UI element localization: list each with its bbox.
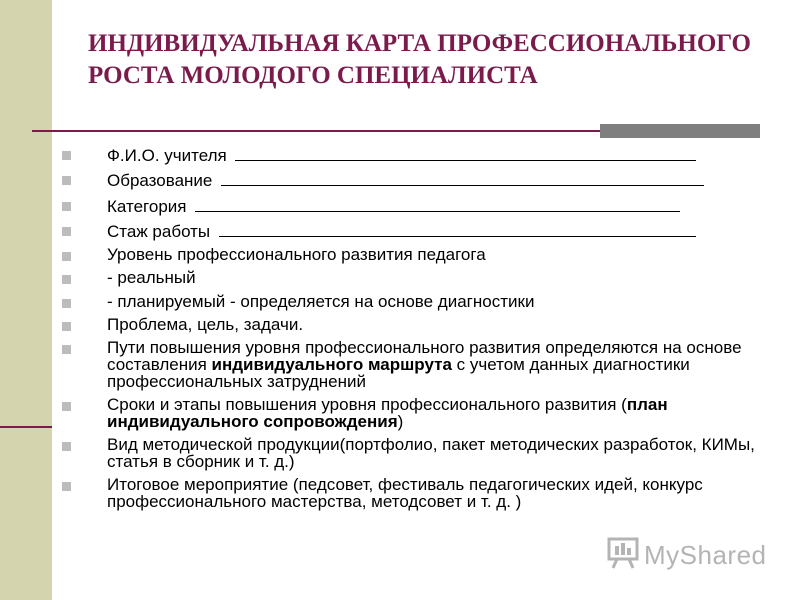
bullet-marker-icon xyxy=(62,299,71,308)
item-label: Категория xyxy=(107,196,187,216)
fill-in-line xyxy=(221,171,704,186)
fill-in-line xyxy=(235,146,696,161)
presentation-board-icon xyxy=(606,536,640,570)
bullet-marker-icon xyxy=(62,442,71,451)
bullet-marker-icon xyxy=(62,227,71,236)
item-label: Ф.И.О. учителя xyxy=(107,146,227,165)
bullet-marker-icon xyxy=(62,252,71,261)
title-accent-bar xyxy=(600,124,760,138)
bullet-item-final-event xyxy=(62,477,792,511)
bullet-marker-icon xyxy=(62,202,71,211)
item-text: - планируемый - определяется на основе диагностики xyxy=(107,291,535,311)
item-text-pre: Пути повышения уровня профессионального развития определяются на основе составления xyxy=(107,338,742,375)
item-text-pre: Сроки и этапы повышения уровня профессионального развития ( xyxy=(107,395,627,415)
bullet-item-experience xyxy=(62,222,792,241)
bullet-item-planned xyxy=(62,291,792,311)
item-text-post: ) xyxy=(397,412,404,432)
bullet-item-terms xyxy=(62,397,792,431)
decorative-sidebar xyxy=(0,0,52,600)
bullet-item-category xyxy=(62,197,792,216)
item-text-bold: план индивидуального сопровождения xyxy=(107,395,668,432)
bullet-marker-icon xyxy=(62,151,71,160)
bullet-item-fio xyxy=(62,146,792,165)
item-label: Образование xyxy=(107,171,213,191)
item-text-post: с учетом данных диагностики профессиональных затруднений xyxy=(107,355,690,391)
bullet-marker-icon xyxy=(62,275,71,284)
item-text: Итоговое мероприятие (педсовет, фестиваль педагогических идей, конкурс профессионального мастерства, методсовет и т. д. ) xyxy=(107,475,703,512)
bullet-item-products xyxy=(62,437,792,471)
item-text: Проблема, цель, задачи. xyxy=(107,315,304,335)
slide-title: ИНДИВИДУАЛЬНАЯ КАРТА ПРОФЕССИОНАЛЬНОГО РОСТА МОЛОДОГО СПЕЦИАЛИСТА xyxy=(88,30,751,89)
bullet-marker-icon xyxy=(62,402,71,411)
item-text: - реальный xyxy=(107,268,196,288)
bullet-list xyxy=(62,146,792,518)
item-text: Вид методической продукции(портфолио, пакет методических разработок, КИМы, статья в сборник и т. д.) xyxy=(107,435,755,472)
logo-text: MyShared xyxy=(644,540,767,570)
sidebar-divider xyxy=(0,426,52,428)
bullet-marker-icon xyxy=(62,322,71,331)
bullet-item-real xyxy=(62,270,792,287)
bullet-marker-icon xyxy=(62,345,71,354)
bullet-marker-icon xyxy=(62,482,71,491)
bullet-item-paths xyxy=(62,340,792,390)
fill-in-line xyxy=(195,197,680,212)
item-text-bold: индивидуального маршрута xyxy=(211,355,452,375)
item-label: Стаж работы xyxy=(107,221,211,241)
bullet-item-education xyxy=(62,171,792,190)
bullet-item-level xyxy=(62,247,792,264)
bullet-item-problem xyxy=(62,317,792,334)
fill-in-line xyxy=(219,222,696,237)
bullet-marker-icon xyxy=(62,176,71,185)
item-text: Уровень профессионального развития педагога xyxy=(107,245,486,265)
